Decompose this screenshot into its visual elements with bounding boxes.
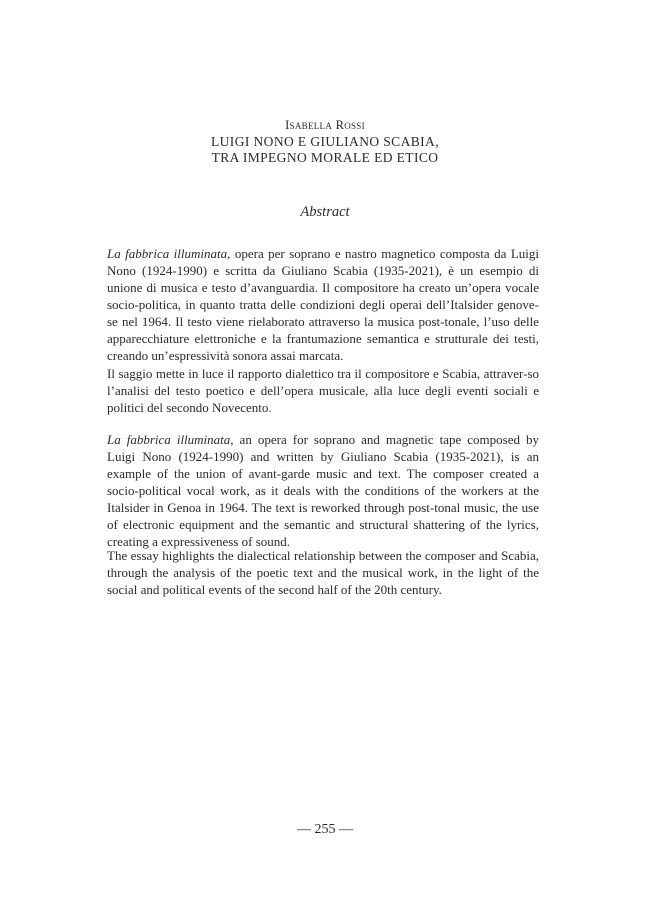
abstract-italian-text-1: , opera per soprano e nastro magnetico composta da Luigi Nono (1924-1990) e scritta da Giuliano Scabia (1935-2021), è un esempio di unione di musica e testo d’avanguardia. Il compositore ha creato un’opera vocale socio-politica, in quanto tratta delle condizioni degli operai dell’Italsider genove-se nel 1964. Il testo viene rielaborato attraverso la musica post-tonale, l’uso delle apparecchiature elettroniche e la frantumazione semantica e strutturale dei testi, creando un’espressività sonora assai marcata. — [107, 246, 539, 363]
abstract-english-paragraph-2: The essay highlights the dialectical relationship between the composer and Scabia, through the analysis of the poetic text and the musical work, in the light of the social and political events of the second half of the 20th century. — [107, 548, 539, 597]
abstract-english-text-1: , an opera for soprano and magnetic tape composed by Luigi Nono (1924-1990) and written by Giuliano Scabia (1935-2021), is an example of the union of avant-garde music and text. The composer created a socio-political vocal work, as it deals with the conditions of the workers at the Italsider in Genoa in 1964. The text is reworked through post-tonal music, the use of electronic equipment and the semantic and structural shattering of the lyrics, creating a expressiveness of sound. — [107, 432, 539, 549]
article-title — [0, 134, 650, 166]
page-number: — 255 — — [297, 822, 353, 837]
work-title-italic: La fabbrica illuminata — [107, 432, 231, 447]
abstract-italian-paragraph-2: Il saggio mette in luce il rapporto dialettico tra il compositore e Scabia, attraver-so l’analisi del testo poetico e dell’opera musicale, alla luce degli eventi sociali e politici del secondo Novecento. — [107, 366, 539, 415]
abstract-english-paragraph-1 — [107, 431, 539, 550]
author-name: Isabella Rossi — [285, 118, 365, 132]
title-line-1: LUIGI NONO E GIULIANO SCABIA, — [211, 134, 439, 149]
abstract-heading: Abstract — [300, 204, 350, 220]
title-line-2: TRA IMPEGNO MORALE ED ETICO — [211, 150, 439, 165]
abstract-italian-paragraph-1 — [107, 245, 539, 364]
work-title-italic: La fabbrica illuminata — [107, 246, 228, 261]
